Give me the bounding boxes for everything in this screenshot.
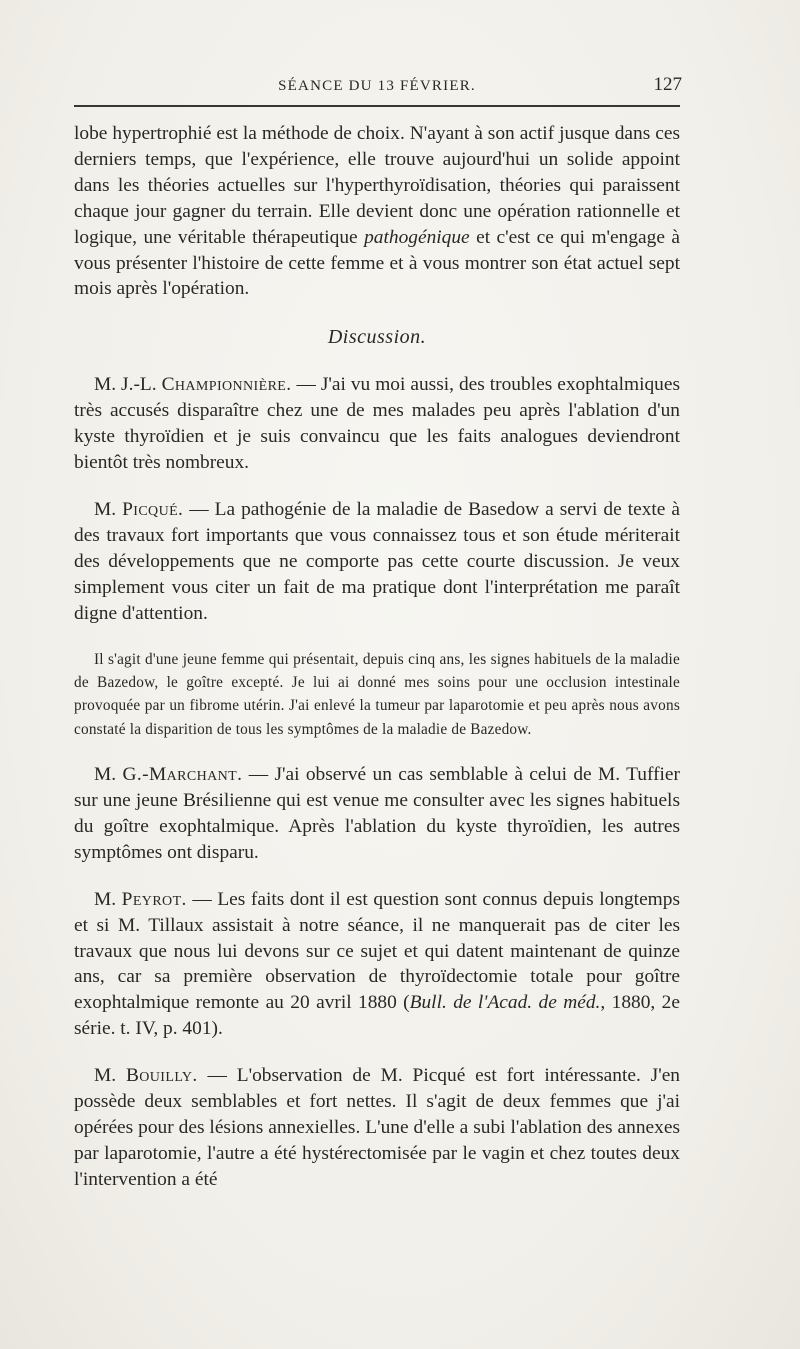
speech-text: — Les faits dont il est question sont connus depuis longtemps et si M. Tillaux assistait à notre séance, il ne manquerait pas de citer les travaux que nous lui devons sur ce sujet et qui datent maintenant de quinze ans, car sa première observation de thyroïdectomie totale pour goître exophtalmique remonte au 20 avril 1880 (	[74, 888, 680, 1014]
paragraph-marchant	[74, 762, 680, 866]
speaker-prefix: M.	[94, 1065, 126, 1087]
page-header	[72, 72, 682, 102]
intro-text-end: et c'est ce qui m'engage à vous présenter l'histoire de cette femme et à vous montrer son état actuel sept mois après l'opération.	[74, 226, 680, 300]
speaker-prefix: M.	[94, 764, 123, 786]
speaker-name: G.-Marchant.	[122, 764, 243, 786]
speech-text: — J'ai observé un cas semblable à celui de M. Tuffier sur une jeune Brésilienne qui est venue me consulter avec les signes habituels du goître exophtalmique. Après l'ablation du kyste thyroïdien, les autres symptômes ont disparu.	[74, 764, 680, 863]
speech-text: — J'ai vu moi aussi, des troubles exophtalmiques très accusés disparaître chez une de mes malades peu après l'ablation d'un kyste thyroïdien et je suis convaincu que les faits analogues deviendront bientôt très nombreux.	[74, 374, 680, 474]
speech-text: — La pathogénie de la maladie de Basedow a servi de texte à des travaux fort importants que vous connaissez tous et son étude mériterait des développements que ne comporte pas cette courte discussion. Je veux simplement vous citer un fait de ma pratique dont l'interprétation me paraît digne d'attention.	[74, 498, 680, 624]
speaker-name: Championnière.	[161, 374, 292, 396]
speech-text-end: , 1880, 2e série. t. IV, p. 401).	[74, 992, 680, 1040]
page-number: 127	[653, 74, 682, 95]
speaker-prefix: M.	[94, 888, 122, 910]
running-title: SÉANCE DU 13 FÉVRIER.	[278, 78, 476, 94]
paragraph-picque	[74, 497, 680, 627]
speaker-prefix: M.	[94, 498, 123, 520]
speaker-name: Peyrot.	[121, 888, 187, 910]
intro-paragraph	[74, 121, 680, 302]
discussion-heading: Discussion.	[327, 326, 427, 349]
body-text	[74, 121, 680, 1193]
speech-text: — L'observation de M. Picqué est fort intéressante. J'en possède deux semblables et fort nettes. Il s'agit de deux femmes que j'ai opérées pour des lésions annexielles. L'une d'elle a subi l'ablation des annexes par laparotomie, l'autre a été hystérectomisée par le vagin et chez toutes deux l'intervention a été	[74, 1065, 680, 1190]
speaker-name: Bouilly.	[125, 1065, 198, 1087]
speaker-name: Picqué.	[122, 498, 184, 520]
header-rule	[74, 105, 680, 107]
paragraph-championniere	[74, 372, 680, 476]
paragraph-peyrot	[74, 887, 680, 1042]
case-report-paragraph: Il s'agit d'une jeune femme qui présentait, depuis cinq ans, les signes habituels de la maladie de Bazedow, le goître excepté. Je lui ai donné mes soins pour une occlusion intestinale provoquée par un fibrome utérin. J'ai enlevé la tumeur par laparotomie et peu après nous avons constaté la disparition de tous les symptômes de la maladie de Bazedow.	[74, 650, 680, 738]
intro-italic-word: pathogénique	[364, 226, 470, 248]
paragraph-bouilly	[74, 1063, 680, 1193]
speaker-prefix: M. J.-L.	[94, 374, 162, 396]
citation-italic: Bull. de l'Acad. de méd.	[409, 992, 601, 1014]
intro-text: lobe hypertrophié est la méthode de choix. N'ayant à son actif jusque dans ces derniers temps, que l'expérience, elle trouve aujourd'hui un solide appoint dans les théories actuelles sur l'hyperthyroïdisation, théories qui paraissent chaque jour gagner du terrain. Elle devient donc une opération rationnelle et logique, une véritable thérapeutique	[74, 123, 680, 248]
